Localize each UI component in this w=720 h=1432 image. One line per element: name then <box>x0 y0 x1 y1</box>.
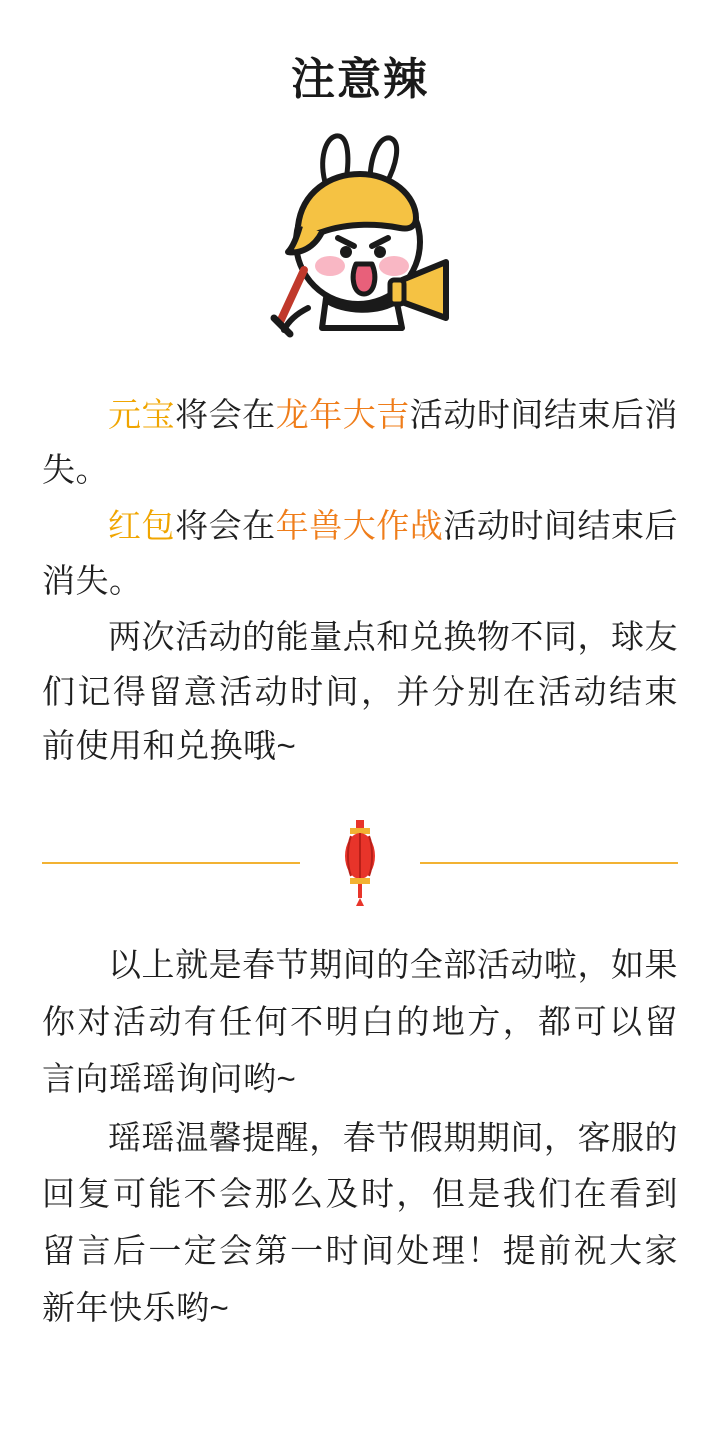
page-title: 注意辣 <box>291 55 429 104</box>
illustration-container <box>0 122 720 352</box>
text-run-nianshou: 年兽大作战 <box>275 507 444 545</box>
paragraph-4: 以上就是春节期间的全部活动啦，如果你对活动有任何不明白的地方，都可以留言向瑶瑶询问哟~ <box>42 946 678 1097</box>
text-run-p1-4: 活动时间结束后消失。 <box>42 396 678 488</box>
text-run-longnian: 龙年大吉 <box>275 396 410 434</box>
lantern-icon <box>337 820 383 906</box>
paragraph-1 <box>42 388 678 497</box>
section-one <box>42 388 678 773</box>
rabbit-with-megaphone-illustration <box>230 122 490 342</box>
lantern-divider <box>42 815 678 911</box>
divider-line-right <box>420 862 678 864</box>
paragraph-5: 瑶瑶温馨提醒，春节假期期间，客服的回复可能不会那么及时，但是我们在看到留言后一定会第一时间处理！提前祝大家新年快乐哟~ <box>42 1118 678 1326</box>
paragraph-2 <box>42 499 678 608</box>
lantern-holder <box>300 820 420 906</box>
text-run-p2-4: 活动时间结束后消失。 <box>42 507 678 599</box>
text-run-p1-2: 将会在 <box>175 396 276 434</box>
text-run-hongbao: 红包 <box>108 507 176 545</box>
divider-line-left <box>42 862 300 864</box>
text-run-p2-2: 将会在 <box>175 507 276 545</box>
paragraph-3: 两次活动的能量点和兑换物不同，球友们记得留意活动时间，并分别在活动结束前使用和兑换哦~ <box>42 618 678 765</box>
section-two <box>42 937 678 1336</box>
text-run-yuanbao: 元宝 <box>108 396 176 434</box>
